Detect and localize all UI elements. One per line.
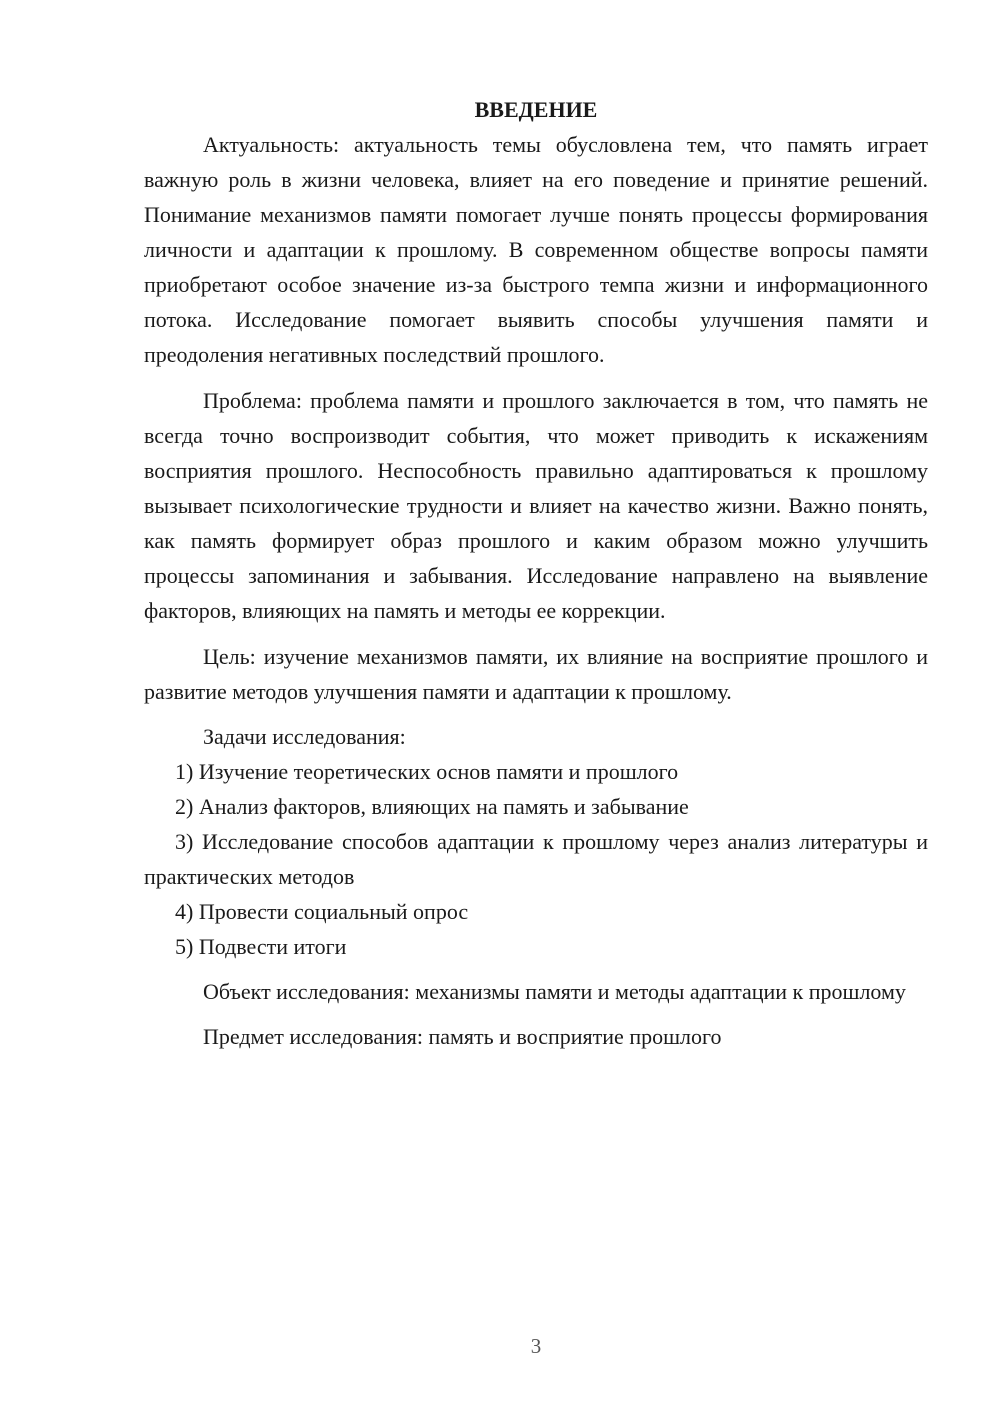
- problem-paragraph: Проблема: проблема памяти и прошлого заключается в том, что память не всегда точно воспроизводит события, что может приводить к искажениям восприятия прошлого. Неспособность правильно адаптироваться к прошлому вызывает психологические трудности и влияет на качество жизни. Важно понять, как память формирует образ прошлого и каким образом можно улучшить процессы запоминания и забывания. Исследование направлено на выявление факторов, влияющих на память и методы ее коррекции.: [144, 388, 928, 623]
- task-item-3: 3) Исследование способов адаптации к прошлому через анализ литературы и практических методов: [144, 829, 928, 889]
- page-content: [144, 92, 928, 1054]
- object-paragraph: Объект исследования: механизмы памяти и методы адаптации к прошлому: [203, 979, 906, 1004]
- relevance-paragraph: Актуальность: актуальность темы обусловлена тем, что память играет важную роль в жизни человека, влияет на его поведение и принятие решений. Понимание механизмов памяти помогает лучше понять процессы формирования личности и адаптации к прошлому. В современном обществе вопросы памяти приобретают особое значение из-за быстрого темпа жизни и информационного потока. Исследование помогает выявить способы улучшения памяти и преодоления негативных последствий прошлого.: [144, 132, 928, 367]
- tasks-heading: Задачи исследования:: [203, 724, 406, 749]
- subject-paragraph: Предмет исследования: память и восприятие прошлого: [203, 1024, 722, 1049]
- goal-paragraph: Цель: изучение механизмов памяти, их влияние на восприятие прошлого и развитие методов улучшения памяти и адаптации к прошлому.: [144, 644, 928, 704]
- page-number: 3: [530, 1334, 542, 1358]
- task-item-2: 2) Анализ факторов, влияющих на память и забывание: [175, 794, 689, 819]
- task-item-5: 5) Подвести итоги: [175, 934, 347, 959]
- task-item-4: 4) Провести социальный опрос: [175, 899, 469, 924]
- task-item-1: 1) Изучение теоретических основ памяти и прошлого: [175, 759, 679, 784]
- tasks-list: [144, 754, 928, 964]
- document-title: ВВЕДЕНИЕ: [474, 97, 598, 122]
